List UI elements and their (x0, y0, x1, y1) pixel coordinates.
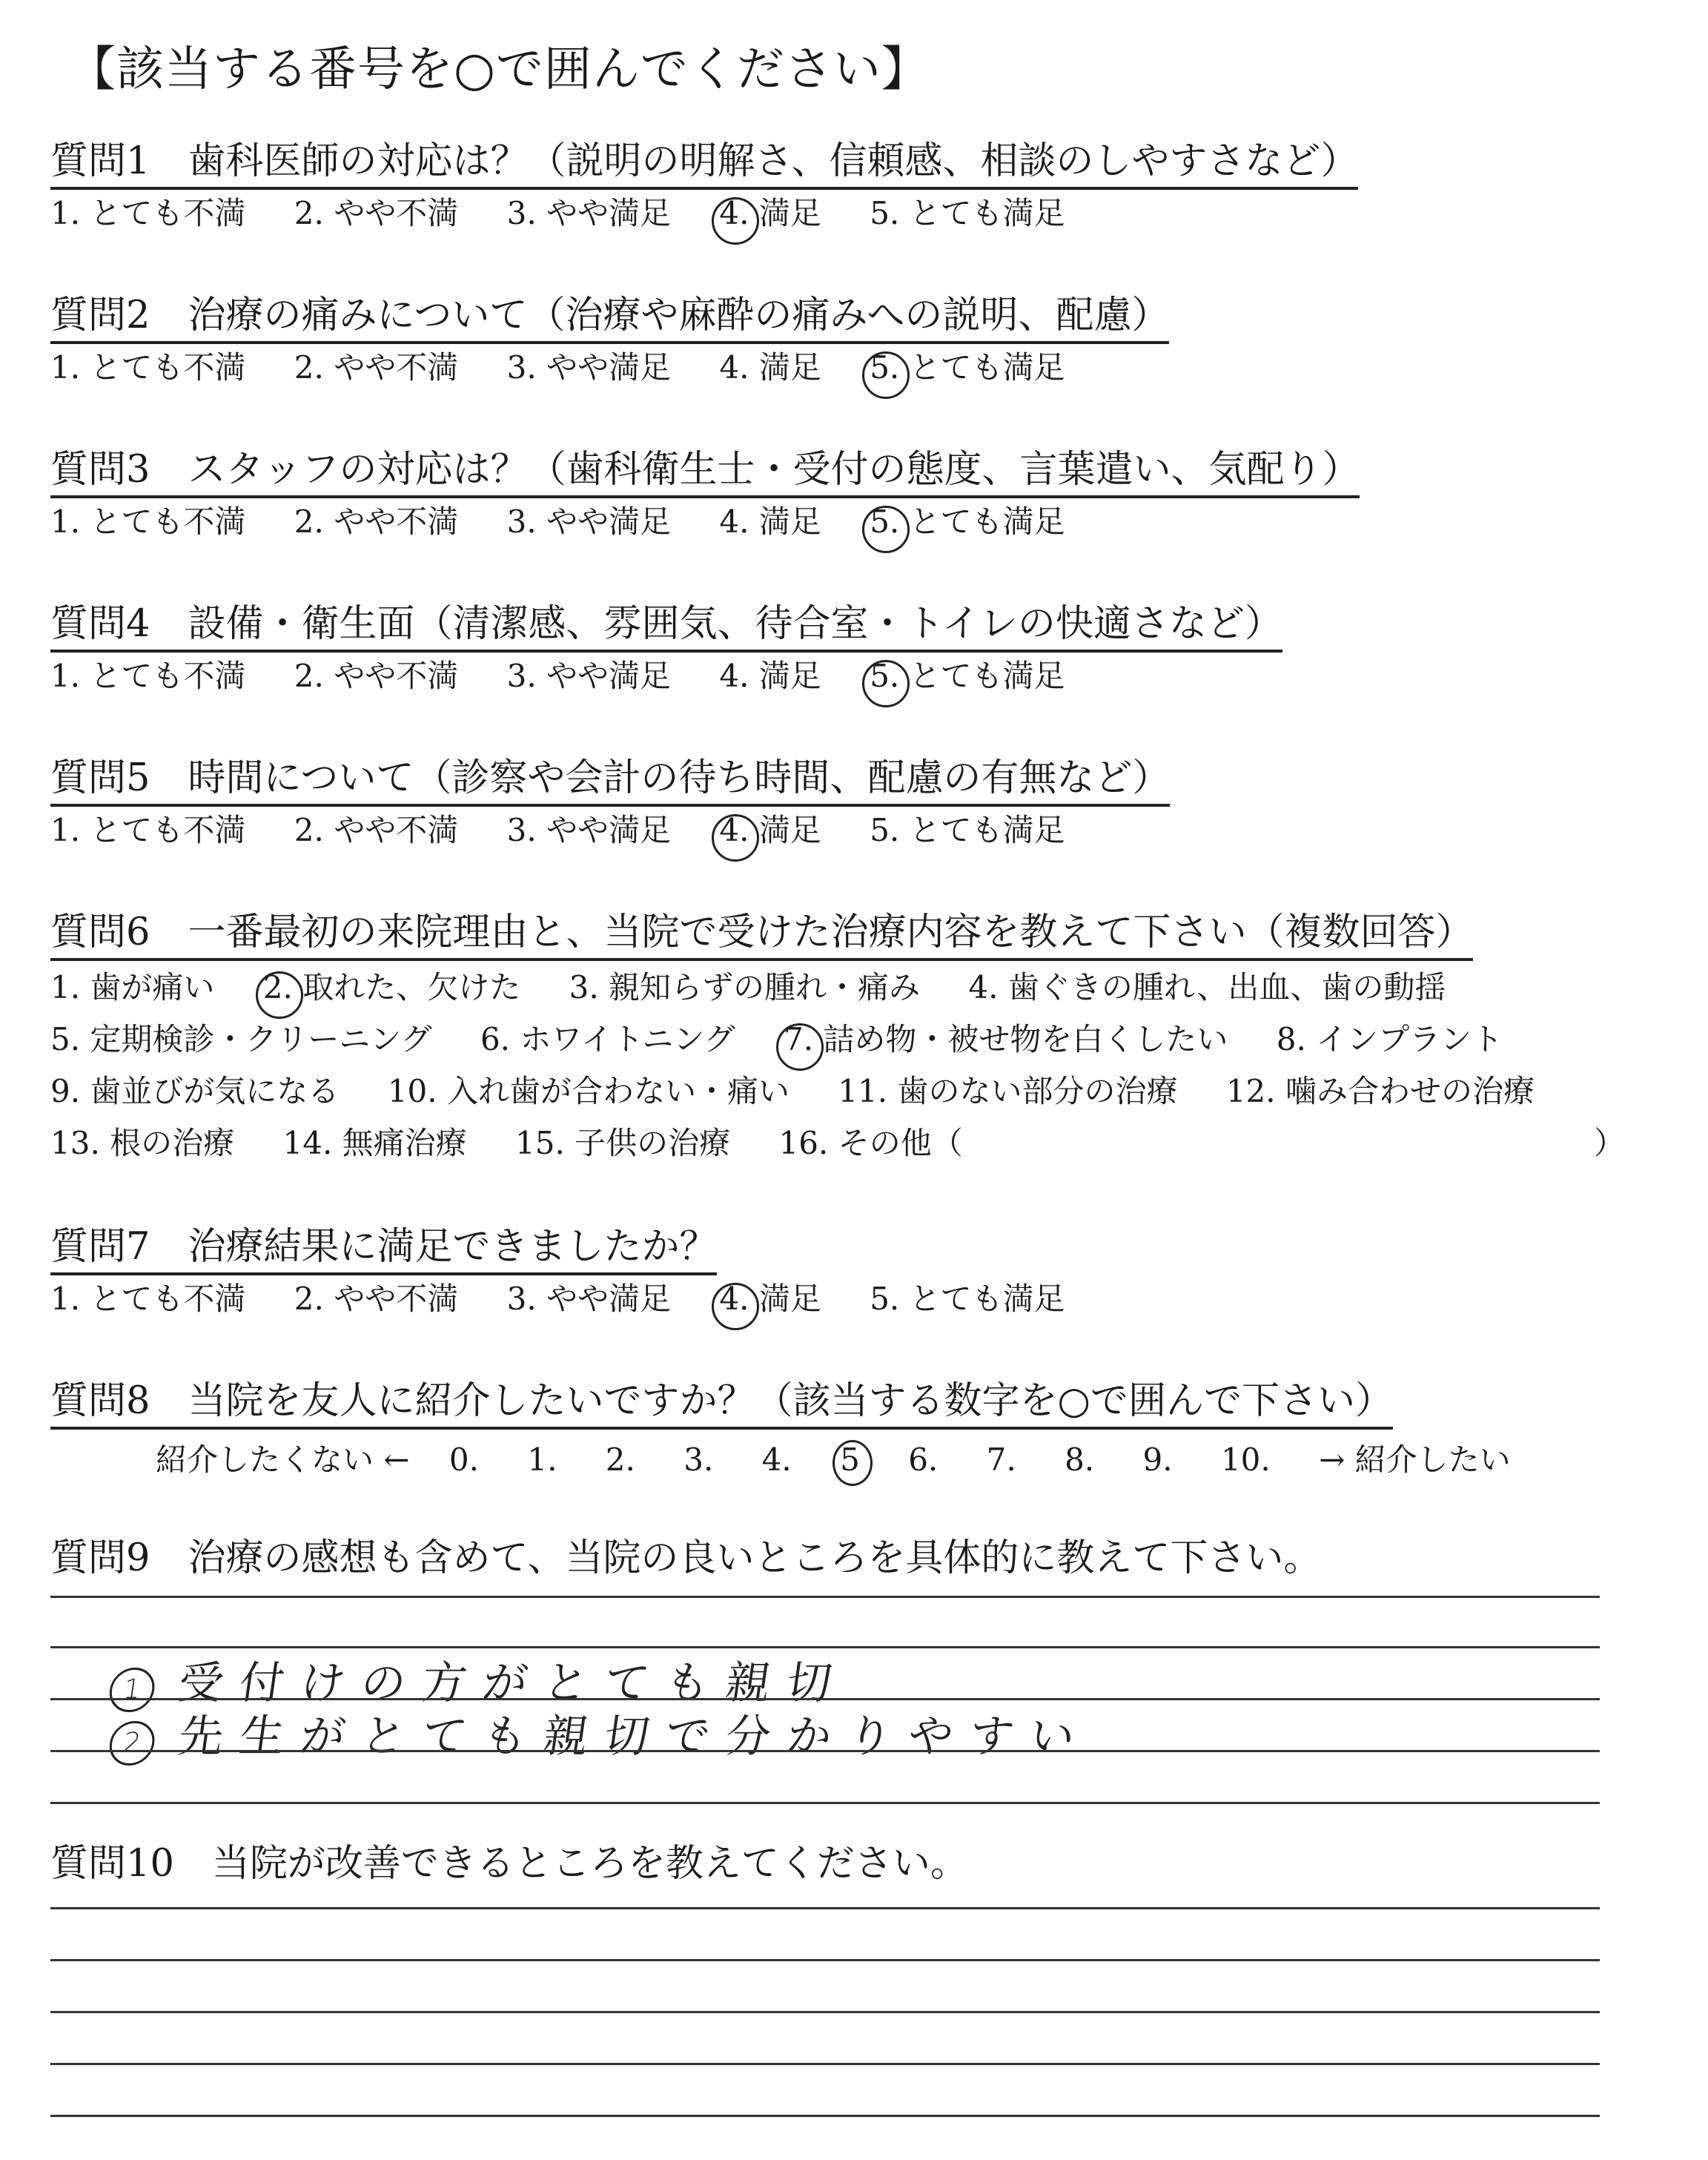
q8-scale-6[interactable]: 6. (908, 1441, 939, 1478)
q8-scale-0[interactable]: 0. (448, 1441, 479, 1478)
q7-option-5[interactable]: 5. とても満足 (870, 1281, 1065, 1317)
question-10-title: 質問10 当院が改善できるところを教えてください。 (50, 1842, 968, 1886)
question-7-options (50, 1280, 1104, 1318)
q8-scale-2[interactable]: 2. (605, 1441, 635, 1478)
question-6-row-2 (50, 1020, 1541, 1059)
q4-option-1[interactable]: 1. とても不満 (50, 658, 246, 694)
question-6-title: 質問6 一番最初の来院理由と、当院で受けた治療内容を教えて下さい（複数回答） (50, 911, 1473, 961)
q8-scale-1[interactable]: 1. (527, 1441, 557, 1478)
q2-option-1[interactable]: 1. とても不満 (50, 349, 246, 386)
q6-option-2[interactable]: 2. 取れた、欠けた (262, 969, 521, 1005)
q10-answer-line-2 (50, 1959, 1600, 1961)
q10-answer-line-3 (50, 2011, 1600, 2013)
q2-option-3[interactable]: 3. やや満足 (506, 349, 672, 386)
q6-option-15[interactable]: 15. 子供の治療 (515, 1125, 731, 1161)
q8-scale-9[interactable]: 9. (1142, 1441, 1173, 1478)
q5-option-1[interactable]: 1. とても不満 (50, 812, 246, 848)
question-9-title: 質問9 治療の感想も含めて、当院の良いところを具体的に教えて下さい。 (50, 1536, 1322, 1580)
q9-handwritten-answer-2 (107, 1701, 1096, 1766)
q6-option-8[interactable]: 8. インプラント (1276, 1021, 1503, 1057)
q4-option-5[interactable]: 5. とても満足 (870, 658, 1065, 694)
q8-scale-4[interactable]: 4. (761, 1441, 792, 1478)
q10-answer-line-1 (50, 1907, 1600, 1909)
q8-scale (156, 1436, 1511, 1480)
q6-option-14[interactable]: 14. 無痛治療 (282, 1125, 467, 1161)
q6-option-16[interactable]: 16. その他（ (778, 1125, 963, 1161)
q7-option-3[interactable]: 3. やや満足 (506, 1281, 672, 1317)
question-8-title: 質問8 当院を友人に紹介したいですか？（該当する数字を○で囲んで下さい） (50, 1379, 1393, 1430)
q6-option-3[interactable]: 3. 親知らずの腫れ・痛み (569, 969, 921, 1005)
q5-option-5[interactable]: 5. とても満足 (870, 812, 1065, 848)
q10-answer-line-5 (50, 2115, 1600, 2117)
question-6-row-1 (50, 968, 1484, 1007)
q3-option-1[interactable]: 1. とても不満 (50, 503, 246, 540)
page-title: 【該当する番号を○で囲んでください】 (68, 42, 930, 97)
q1-option-1[interactable]: 1. とても不満 (50, 195, 246, 231)
q7-option-4[interactable]: 4. 満足 (719, 1281, 821, 1317)
q9-answer-line-3 (50, 1698, 1600, 1700)
answer-text-2: 先生がとても親切で分かりやすい (175, 1711, 1095, 1763)
q6-option-5[interactable]: 5. 定期検診・クリーニング (50, 1021, 432, 1057)
q3-option-5[interactable]: 5. とても満足 (870, 503, 1065, 540)
q4-option-4[interactable]: 4. 満足 (719, 658, 821, 694)
q10-answer-line-4 (50, 2063, 1600, 2065)
q8-scale-5[interactable]: 5 (840, 1441, 860, 1478)
q3-option-4[interactable]: 4. 満足 (719, 503, 821, 540)
q3-option-3[interactable]: 3. やや満足 (506, 503, 672, 540)
q5-option-3[interactable]: 3. やや満足 (506, 812, 672, 848)
q9-answer-line-5 (50, 1802, 1600, 1804)
q5-option-2[interactable]: 2. やや不満 (294, 812, 459, 848)
answer-text-1: 受付けの方がとても親切 (175, 1657, 852, 1709)
q8-scale-8[interactable]: 8. (1065, 1441, 1095, 1478)
q2-option-4[interactable]: 4. 満足 (719, 349, 821, 386)
q6-option-7[interactable]: 7. 詰め物・被せ物を白くしたい (783, 1021, 1228, 1057)
question-3-options (50, 503, 1104, 541)
q5-option-4[interactable]: 4. 満足 (719, 812, 821, 848)
question-5-options (50, 811, 1104, 850)
q4-option-2[interactable]: 2. やや不満 (294, 658, 459, 694)
question-4-title: 質問4 設備・衛生面（清潔感、雰囲気、待合室・トイレの快適さなど） (50, 602, 1282, 653)
q6-option-13[interactable]: 13. 根の治療 (50, 1125, 235, 1161)
q9-answer-line-1 (50, 1596, 1600, 1598)
answer-number-2: 2 (107, 1721, 157, 1766)
q8-left-label: 紹介したくない ← (156, 1441, 410, 1478)
question-6-row-4 (50, 1124, 1002, 1163)
q2-option-5[interactable]: 5. とても満足 (870, 349, 1065, 386)
question-5-title: 質問5 時間について（診察や会計の待ち時間、配慮の有無など） (50, 756, 1170, 807)
q8-right-label: → 紹介したい (1319, 1441, 1511, 1478)
q6-option-12[interactable]: 12. 噛み合わせの治療 (1225, 1073, 1535, 1109)
q9-answer-line-4 (50, 1750, 1600, 1752)
q1-option-3[interactable]: 3. やや満足 (506, 195, 672, 231)
question-4-options (50, 657, 1104, 696)
q7-option-1[interactable]: 1. とても不満 (50, 1281, 246, 1317)
question-2-title: 質問2 治療の痛みについて（治療や麻酔の痛みへの説明、配慮） (50, 294, 1169, 344)
q8-scale-3[interactable]: 3. (683, 1441, 714, 1478)
q6-option-10[interactable]: 10. 入れ歯が合わない・痛い (387, 1073, 790, 1109)
q4-option-3[interactable]: 3. やや満足 (506, 658, 672, 694)
q1-option-2[interactable]: 2. やや不満 (294, 195, 459, 231)
q2-option-2[interactable]: 2. やや不満 (294, 349, 459, 386)
q6-option-6[interactable]: 6. ホワイトニング (480, 1021, 735, 1057)
question-3-title: 質問3 スタッフの対応は？（歯科衛生士・受付の態度、言葉遣い、気配り） (50, 448, 1360, 498)
q8-scale-10[interactable]: 10. (1220, 1441, 1271, 1478)
question-6-row-3 (50, 1072, 1573, 1111)
q6-other-close-paren: ） (1594, 1125, 1626, 1161)
answer-number-1: 1 (107, 1668, 157, 1712)
q1-option-4[interactable]: 4. 満足 (719, 195, 821, 231)
q8-scale-7[interactable]: 7. (986, 1441, 1016, 1478)
q6-option-4[interactable]: 4. 歯ぐきの腫れ、出血、歯の動揺 (968, 969, 1446, 1005)
question-7-title: 質問7 治療結果に満足できましたか？ (50, 1225, 717, 1275)
q7-option-2[interactable]: 2. やや不満 (294, 1281, 459, 1317)
q1-option-5[interactable]: 5. とても満足 (870, 195, 1065, 231)
q3-option-2[interactable]: 2. やや不満 (294, 503, 459, 540)
q6-option-9[interactable]: 9. 歯並びが気になる (50, 1073, 340, 1109)
question-1-title: 質問1 歯科医師の対応は？（説明の明解さ、信頼感、相談のしやすさなど） (50, 139, 1358, 190)
q6-option-11[interactable]: 11. 歯のない部分の治療 (838, 1073, 1178, 1109)
question-1-options (50, 194, 1104, 233)
q6-option-1[interactable]: 1. 歯が痛い (50, 969, 215, 1005)
question-2-options (50, 349, 1104, 387)
